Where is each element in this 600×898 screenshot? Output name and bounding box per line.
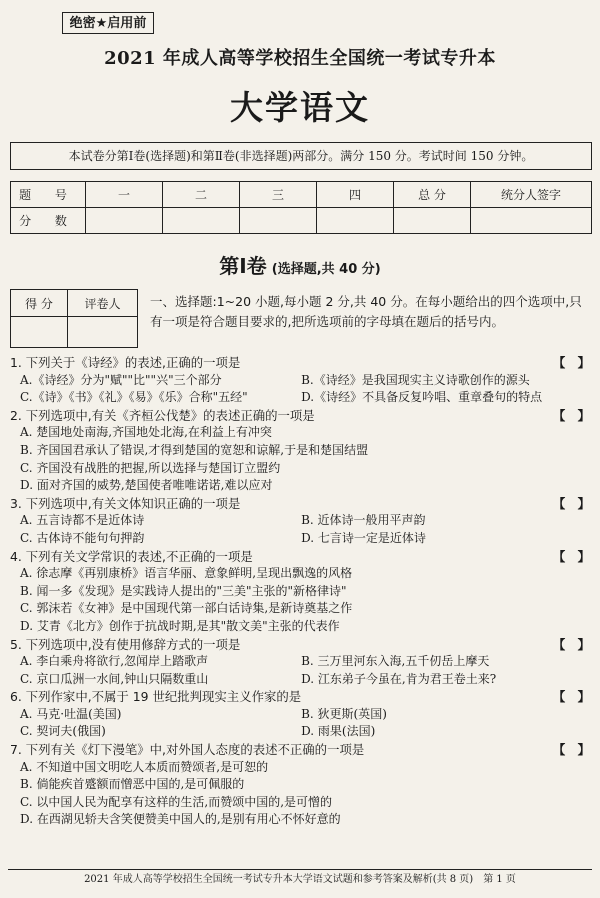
option-c: C.《诗》《书》《礼》《易》《乐》合称"五经" (20, 390, 248, 405)
question-5 (10, 636, 592, 689)
part-one-subtitle: (选择题,共 40 分) (271, 262, 381, 277)
score-cell: 总 分 (394, 182, 471, 208)
option-d: D. 面对齐国的威势,楚国使者唯唯诺诺,难以应对 (20, 478, 273, 493)
section-instructions: 一、选择题:1~20 小题,每小题 2 分,共 40 分。在每小题给出的四个选项中,只有一项是符合题目要求的,把所选项前的字母填在题后的括号内。 (150, 294, 582, 329)
score-table-header-row (11, 182, 592, 208)
option-a: A. 楚国地处南海,齐国地处北海,在利益上有冲突 (20, 425, 272, 440)
grader-name-label: 评卷人 (68, 290, 138, 317)
option-c: C. 郭沫若《女神》是中国现代第一部白话诗集,是新诗奠基之作 (20, 601, 353, 616)
exam-notice: 本试卷分第Ⅰ卷(选择题)和第Ⅱ卷(非选择题)两部分。满分 150 分。考试时间 150 分钟。 (10, 142, 592, 170)
question-2 (10, 407, 592, 495)
score-cell: 二 (163, 182, 240, 208)
page-footer: 2021 年成人高等学校招生全国统一考试专升本大学语文试题和参考答案及解析(共 8 页) 第 1 页 (8, 869, 592, 890)
answer-bracket[interactable]: 【 】 (552, 548, 590, 564)
question-stem: 5. 下列选项中,没有使用修辞方式的一项是 (10, 636, 241, 652)
option-d: D. 江东弟子今虽在,肯为君王卷土来? (301, 671, 497, 686)
confidential-label: 绝密★启用前 (62, 12, 154, 34)
question-stem: 6. 下列作家中,不属于 19 世纪批判现实主义作家的是 (10, 689, 302, 705)
option-c: C. 京口瓜洲一水间,钟山只隔数重山 (20, 671, 209, 686)
question-list (10, 354, 592, 829)
option-a: A. 马克·吐温(美国) (20, 706, 122, 721)
option-b: B. 狄更斯(英国) (301, 706, 387, 721)
question-6 (10, 688, 592, 741)
part-one-heading (0, 250, 600, 279)
option-c: C. 契诃夫(俄国) (20, 724, 106, 739)
question-1 (10, 354, 592, 407)
score-input-cell[interactable] (240, 208, 317, 234)
part-one-title: 第Ⅰ卷 (219, 254, 267, 278)
option-a: A. 徐志摩《再别康桥》语言华丽、意象鲜明,呈现出飘逸的风格 (20, 566, 353, 581)
score-input-cell[interactable] (471, 208, 592, 234)
subject-title: 大学语文 (230, 88, 370, 127)
question-4 (10, 548, 592, 636)
score-table-score-row (11, 208, 592, 234)
option-b: B. 倘能疾首蹙额而憎恶中国的,是可佩服的 (20, 777, 245, 792)
option-a: A. 五言诗都不是近体诗 (20, 513, 145, 528)
score-table (10, 181, 592, 234)
answer-bracket[interactable]: 【 】 (552, 407, 590, 423)
question-stem: 3. 下列选项中,有关文体知识正确的一项是 (10, 495, 241, 511)
score-cell: 三 (240, 182, 317, 208)
score-cell: 四 (317, 182, 394, 208)
option-d: D. 七言诗一定是近体诗 (301, 530, 426, 545)
question-stem: 4. 下列有关文学常识的表述,不正确的一项是 (10, 548, 253, 564)
question-stem: 2. 下列选项中,有关《齐桓公伐楚》的表述正确的一项是 (10, 407, 315, 423)
option-c: C. 以中国人民为配享有这样的生活,而赞颂中国的,是可憎的 (20, 794, 333, 809)
score-row-label: 分 数 (11, 208, 86, 234)
exam-title: 2021 年成人高等学校招生全国统一考试专升本 (104, 48, 496, 69)
grader-score-label: 得 分 (11, 290, 68, 317)
question-7 (10, 741, 592, 829)
grader-score-cell[interactable] (11, 317, 68, 348)
option-a: A. 不知道中国文明吃人本质而赞颂者,是可恕的 (20, 759, 269, 774)
answer-bracket[interactable]: 【 】 (552, 495, 590, 511)
question-stem: 1. 下列关于《诗经》的表述,正确的一项是 (10, 355, 241, 370)
option-b: B. 闻一多《发现》是实践诗人提出的"三美"主张的"新格律诗" (20, 583, 347, 598)
answer-bracket[interactable]: 【 】 (552, 355, 590, 370)
option-c: C. 齐国没有战胜的把握,所以选择与楚国订立盟约 (20, 460, 281, 475)
option-d: D. 艾青《北方》创作于抗战时期,是其"散文美"主张的代表作 (20, 618, 340, 633)
option-a: A.《诗经》分为"赋""比""兴"三个部分 (20, 372, 222, 387)
option-a: A. 李白乘舟将欲行,忽闻岸上踏歌声 (20, 654, 209, 669)
score-cell: 一 (86, 182, 163, 208)
score-cell: 统分人签字 (471, 182, 592, 208)
score-cell: 题 号 (11, 182, 86, 208)
answer-bracket[interactable]: 【 】 (552, 689, 590, 705)
question-stem: 7. 下列有关《灯下漫笔》中,对外国人态度的表述不正确的一项是 (10, 742, 365, 758)
answer-bracket[interactable]: 【 】 (552, 636, 590, 652)
option-d: D. 雨果(法国) (301, 724, 376, 739)
score-input-cell[interactable] (86, 208, 163, 234)
option-c: C. 古体诗不能句句押韵 (20, 530, 145, 545)
option-b: B. 齐国国君承认了错误,才得到楚国的宽恕和谅解,于是和楚国结盟 (20, 442, 369, 457)
grader-name-cell[interactable] (68, 317, 138, 348)
option-b: B. 三万里河东入海,五千仞岳上摩天 (301, 654, 490, 669)
grader-table (10, 289, 138, 348)
option-d: D. 在西湖见轿夫含笑便赞美中国人的,是别有用心不怀好意的 (20, 812, 341, 827)
score-input-cell[interactable] (394, 208, 471, 234)
option-b: B. 近体诗一般用平声韵 (301, 513, 426, 528)
answer-bracket[interactable]: 【 】 (552, 742, 590, 758)
score-input-cell[interactable] (317, 208, 394, 234)
option-b: B.《诗经》是我国现实主义诗歌创作的源头 (301, 372, 530, 387)
option-d: D.《诗经》不具备反复吟唱、重章叠句的特点 (301, 390, 543, 405)
score-input-cell[interactable] (163, 208, 240, 234)
question-3 (10, 495, 592, 548)
